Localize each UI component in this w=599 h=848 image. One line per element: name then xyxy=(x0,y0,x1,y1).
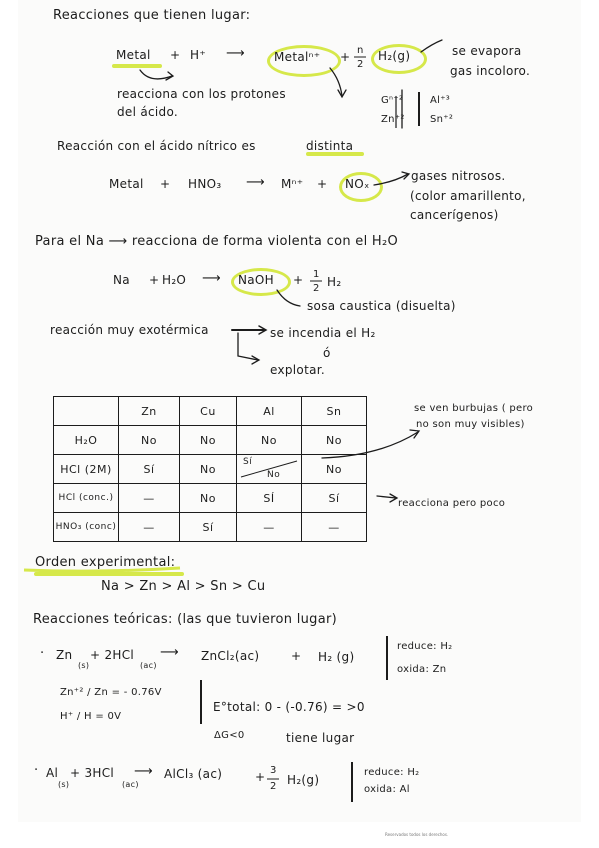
e2-oxida: oxida: Al xyxy=(364,784,410,795)
r3-h2o: H₂O xyxy=(162,273,187,287)
r1-arrow: ⟶ xyxy=(226,46,245,61)
table-cell: Sí xyxy=(180,513,237,542)
table-cell: SÍ xyxy=(237,484,302,513)
orden-title: Orden experimental: xyxy=(35,555,176,570)
e1-bullet: · xyxy=(40,646,45,661)
r3-na: Na xyxy=(113,273,130,287)
nitric-distinta: distinta xyxy=(306,139,354,153)
teoricas-title: Reacciones teóricas: (las que tuvieron lugar) xyxy=(33,612,338,627)
title-reacciones: Reacciones que tienen lugar: xyxy=(53,8,251,23)
note-burbujas: se ven burbujas ( pero xyxy=(414,403,534,414)
table-cell: No xyxy=(180,484,237,513)
ion-zn: Zn⁺² xyxy=(381,114,405,125)
table-cell: — xyxy=(119,513,180,542)
e1-arrow: ⟶ xyxy=(160,645,179,660)
e1-hcl: + 2HCl xyxy=(90,648,135,662)
r1-frac-d: 2 xyxy=(357,59,364,70)
r2-color: (color amarillento, xyxy=(410,189,526,203)
e2-al: Al xyxy=(46,766,59,780)
r3-h2: H₂ xyxy=(327,275,342,289)
r1-h-ion: H⁺ xyxy=(190,48,206,62)
r3-explotar: explotar. xyxy=(270,363,325,377)
r1-reacciona: reacciona con los protones xyxy=(117,87,286,101)
table-header-cell: Sn xyxy=(302,397,367,426)
r1-plus2: + xyxy=(340,50,351,64)
r3-frac-d: 2 xyxy=(313,283,320,294)
r2-metal: Metal xyxy=(109,177,144,191)
table-row-label: H₂O xyxy=(54,426,119,455)
split-top-value: Sí xyxy=(243,457,253,467)
r3-o: ó xyxy=(323,346,331,360)
split-bottom-value: No xyxy=(267,470,281,480)
r2-ion: Mⁿ⁺ xyxy=(281,177,304,191)
orden-series: Na > Zn > Al > Sn > Cu xyxy=(101,579,266,594)
r1-frac-n: n xyxy=(357,45,364,56)
table-header-cell: Al xyxy=(237,397,302,426)
e1-oxida: oxida: Zn xyxy=(397,664,447,675)
r2-hno3: HNO₃ xyxy=(188,177,222,191)
r2-nox: NOₓ xyxy=(345,177,370,191)
r2-plus1: + xyxy=(160,177,171,191)
r3-plus2: + xyxy=(293,273,304,287)
table-cell: No xyxy=(119,426,180,455)
e1-hcl-sub: (ac) xyxy=(140,661,157,670)
table-row-label: HNO₃ (conc) xyxy=(54,513,119,542)
e-total: E°total: 0 - (-0.76) = >0 xyxy=(213,700,365,714)
ion-sn: Sn⁺² xyxy=(430,114,454,125)
table-cell: — xyxy=(237,513,302,542)
e2-hcl: + 3HCl xyxy=(70,766,115,780)
nitric-title: Reacción con el ácido nítrico es xyxy=(57,139,256,153)
r1-se-evapora: se evapora xyxy=(452,44,522,58)
e1-product: ZnCl₂(ac) xyxy=(201,649,260,663)
e1-h2: H₂ (g) xyxy=(318,650,355,664)
r3-incendia: se incendia el H₂ xyxy=(270,326,376,340)
r1-metal-ion: Metalⁿ⁺ xyxy=(274,50,321,64)
e1-zn-sub: (s) xyxy=(78,661,90,670)
table-row-label: HCl (2M) xyxy=(54,455,119,484)
table-cell: No xyxy=(237,426,302,455)
r3-sosa: sosa caustica (disuelta) xyxy=(307,299,456,313)
e1-plus2: + xyxy=(291,649,302,663)
table-cell: — xyxy=(302,513,367,542)
table-cell: No xyxy=(180,455,237,484)
table-cell: — xyxy=(119,484,180,513)
na-line: Para el Na ⟶ reacciona de forma violenta con el H₂O xyxy=(35,234,399,249)
r1-h2: H₂(g) xyxy=(378,49,411,63)
r2-gases: gases nitrosos. xyxy=(411,169,506,183)
r2-plus2: + xyxy=(317,177,328,191)
footer-watermark: Reservados todos los derechos. xyxy=(385,832,449,837)
delta-g: ΔG<0 xyxy=(214,730,245,741)
r3-exotermica: reacción muy exotérmica xyxy=(50,323,209,337)
e2-frac-d: 2 xyxy=(270,781,277,792)
r2-cancer: cancerígenos) xyxy=(410,208,499,222)
e2-hcl-sub: (ac) xyxy=(122,780,139,789)
r1-gas-incoloro: gas incoloro. xyxy=(450,64,531,78)
e2-plus2: + xyxy=(255,770,266,784)
r1-metal: Metal xyxy=(116,48,151,62)
e2-arrow: ⟶ xyxy=(134,764,153,779)
e2-al-sub: (s) xyxy=(58,780,70,789)
table-cell: No xyxy=(180,426,237,455)
table-cell: Sí xyxy=(119,455,180,484)
e2-product: AlCl₃ (ac) xyxy=(164,767,223,781)
note-reacciona-poco: reacciona pero poco xyxy=(398,498,506,509)
e2-reduce: reduce: H₂ xyxy=(364,767,420,778)
e2-h2: H₂(g) xyxy=(287,773,320,787)
r3-arrow: ⟶ xyxy=(202,271,221,286)
r3-plus1: + xyxy=(149,273,160,287)
tiene-lugar: tiene lugar xyxy=(286,731,355,745)
table-cell: No xyxy=(302,455,367,484)
e1-reduce: reduce: H₂ xyxy=(397,641,453,652)
table-row-label: HCl (conc.) xyxy=(54,484,119,513)
ion-al: Al⁺³ xyxy=(430,95,451,106)
pot-h: H⁺ / H = 0V xyxy=(60,711,122,722)
r3-frac-n: 1 xyxy=(313,269,320,280)
ion-ga: Gⁿ⁺² xyxy=(381,95,404,106)
r3-naoh: NaOH xyxy=(238,273,274,287)
note-burbujas-2: no son muy visibles) xyxy=(416,419,525,430)
table-header-cell: Zn xyxy=(119,397,180,426)
table-header-cell: Cu xyxy=(180,397,237,426)
table-cell: Sí xyxy=(302,484,367,513)
r1-plus: + xyxy=(170,48,181,62)
r1-del-acido: del ácido. xyxy=(117,105,178,119)
e2-bullet: · xyxy=(34,763,39,778)
table-cell: No xyxy=(302,426,367,455)
e2-frac-n: 3 xyxy=(270,765,277,776)
pot-zn: Zn⁺² / Zn = - 0.76V xyxy=(60,687,162,698)
e1-zn: Zn xyxy=(56,648,73,662)
r2-arrow: ⟶ xyxy=(246,175,265,190)
